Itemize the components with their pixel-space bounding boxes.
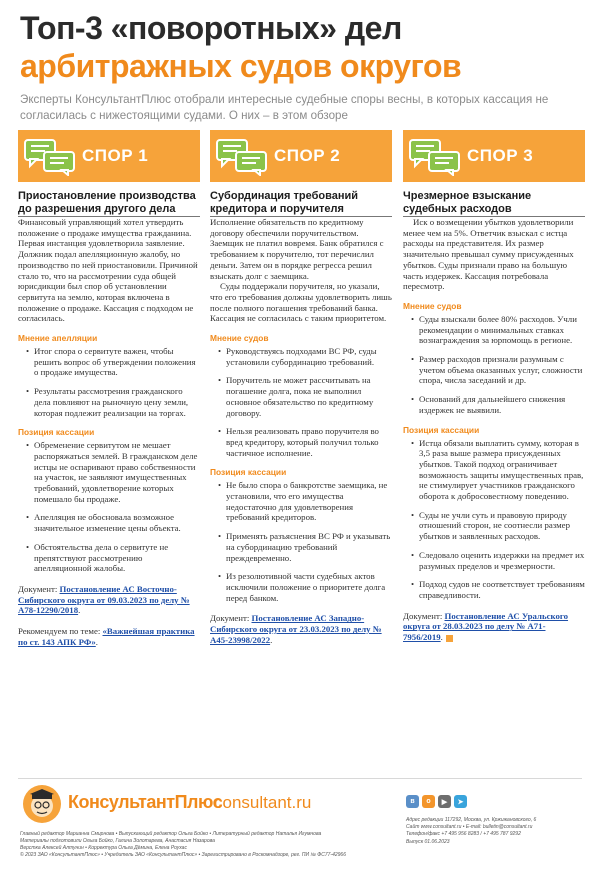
youtube-icon[interactable]: ▶ [438, 795, 451, 808]
recommendation-suffix: . [95, 636, 98, 647]
list-item: • Суды взыскали более 80% расходов. Учли рекомендации о минимальных ставках вознаграждения за юрпомощь в регионе. [411, 314, 585, 346]
editorial-credits [20, 831, 390, 859]
list-item: • Размер расходов признали разумным с учетом объема оказанных услуг, сложности спора, числа заседаний и др. [411, 354, 585, 386]
document-suffix: . [78, 605, 81, 616]
chat-bubbles-icon [216, 138, 268, 176]
contact-line: Выпуск 01.06.2023 [406, 838, 450, 845]
list-item: • Суды не учли суть и правовую природу отношений сторон, не соотнесли размер убытков и заявленных расходов. [411, 510, 585, 542]
vk-icon[interactable]: в [406, 795, 419, 808]
credit-line: © 2023 ЗАО «КонсультантПлюс» • Учредитель ЗАО «КонсультантПлюс» • Зарегистрировано в Роскомнадзоре, рег. ПИ № ФС77-42966 [20, 852, 346, 858]
editorial-contacts [406, 817, 586, 846]
telegram-icon[interactable]: ➤ [454, 795, 467, 808]
section-title: Мнение судов [210, 333, 269, 344]
document-link[interactable]: Постановление АС Западно-Сибирского округа от 23.03.2023 по делу № А45-23998/2022 [210, 613, 382, 645]
dispute-intro: Исполнение обязательств по кредитному договору обеспечили поручительством. Заемщик не платил вовремя. Банк обратился с требованием к поручителю, тот перечислил деньги. Затем он в порядке регресса решил взыскать долг с заемщика. [210, 217, 384, 281]
section-title: Позиция кассации [210, 467, 287, 478]
dispute-column-3 [403, 130, 585, 643]
end-mark-icon [446, 635, 453, 642]
contact-line: Сайт www.consultant.ru • E-mail: bulletin@consultant.ru [406, 824, 533, 831]
dispute-banner [18, 130, 200, 182]
ok-icon[interactable]: о [422, 795, 435, 808]
list-item: • Оснований для дальнейшего снижения издержек не выявили. [411, 394, 585, 415]
section-title: Мнение апелляции [18, 333, 98, 344]
credit-line: Главный редактор Марианна Смирнова • Выпускающий редактор Ольга Бойко • Литературный редактор Наталья Игумнова [20, 831, 322, 837]
chat-bubbles-icon [24, 138, 76, 176]
document-label: Документ: [210, 613, 252, 624]
list-item: • Следовало оценить издержки на предмет их разумных пределов и чрезмерности. [411, 550, 585, 571]
dispute-banner-label: СПОР 2 [274, 146, 341, 165]
dispute-heading: Чрезмерное взыскание судебных расходов [403, 190, 585, 217]
document-suffix: . [440, 632, 443, 643]
document-label: Документ: [403, 610, 445, 621]
list-item: • Из резолютивной части судебных актов исключили положение о приоритете долга перед банком. [218, 571, 392, 603]
contact-line: Телефон/факс +7 495 956 8283 / +7 495 787 9292 [406, 831, 521, 838]
brand-name: КонсультантПлюс [68, 792, 223, 812]
document-reference [210, 613, 392, 645]
dispute-banner [403, 130, 585, 182]
footer-divider [18, 778, 582, 779]
list-item: • Нельзя реализовать право поручителя во вред кредитору, который получил только частичное исполнение. [218, 426, 392, 458]
document-link[interactable]: Постановление АС Уральского округа от 28.03.2023 по делу № А71-7956/2019 [403, 610, 569, 643]
list-item: • Не было спора о банкротстве заемщика, не установили, что его имущества недостаточно для удовлетворения требований кредиторов. [218, 480, 392, 523]
document-reference [18, 584, 200, 616]
social-links [406, 795, 467, 808]
section-title: Позиция кассации [403, 424, 480, 435]
dispute-heading: Приостановление производства до разрешения другого дела [18, 190, 200, 217]
section-title: Мнение судов [403, 300, 462, 311]
list-item: • Поручитель не может рассчитывать на погашение долга, пока не выполнил основное обязательство по кредитному договору. [218, 375, 392, 418]
page-title-line1: Топ-3 «поворотных» дел [20, 10, 402, 46]
document-link[interactable]: Постановление АС Восточно-Сибирского округа от 09.03.2023 по делу № А78-12290/2018 [18, 583, 190, 616]
document-suffix: . [270, 634, 273, 645]
page-subtitle: Эксперты КонсультантПлюс отобрали интересные судебные споры весны, в которых кассация не согласилась с нижестоящими судами. О них – в этом обзоре [20, 93, 549, 122]
list-item: • Истца обязали выплатить сумму, которая в 3,5 раза выше размера присужденных убытков. Такой подход ограничивает возможность защиты имущественных прав, не стимулирует участников гражданского оборота к добросовестному поведению. [411, 438, 585, 502]
dispute-intro: Финансовый управляющий хотел утвердить положение о продаже имущества гражданина. Первая инстанция удовлетворила заявление. Должник подал апелляционную жалобу, но производство по ней приостановили. Причиной стало то, что на рассмотрении суда общей юрисдикции был спор об установлении сервитута на землю, которая включена в положение о продаже. Кассация с подходом не согласилась. [18, 217, 198, 324]
dispute-banner [210, 130, 392, 182]
site-link[interactable]: consultant.ru [214, 793, 312, 812]
document-reference [403, 611, 585, 643]
list-item: • Применять разъяснения ВС РФ и указывать на субординацию требований преждевременно. [218, 531, 392, 563]
recommendation [18, 626, 200, 647]
page-title-line2: арбитражных судов округов [20, 48, 462, 84]
list-item: • Обстоятельства дела о сервитуте не препятствуют рассмотрению апелляционной жалобы. [26, 542, 200, 574]
dispute-banner-label: СПОР 1 [82, 146, 149, 165]
document-label: Документ: [18, 583, 60, 594]
dispute-column-1 [18, 130, 200, 648]
recommendation-link[interactable]: «Важнейшая практика по ст. 143 АПК РФ» [18, 626, 195, 647]
contact-line: Адрес редакции 117292, Москва, ул. Кржижановского, 6 [406, 817, 537, 823]
consultant-mascot-logo-icon [22, 784, 62, 824]
list-item: • Апелляция не обосновала возможное значительное изменение цены объекта. [26, 512, 200, 533]
recommendation-label: Рекомендуем по теме: [18, 626, 103, 637]
dispute-heading: Субординация требований кредитора и поручителя [210, 190, 392, 217]
dispute-banner-label: СПОР 3 [467, 146, 534, 165]
list-item: • Подход судов не соответствует требованиям справедливости. [411, 579, 585, 600]
credit-line: Материалы подготовили Ольга Бойко, Галина Золотарева, Анастасия Назарова [20, 838, 215, 844]
section-title: Позиция кассации [18, 427, 95, 438]
chat-bubbles-icon [409, 138, 461, 176]
dispute-intro-2: Суды поддержали поручителя, но указали, что его требования должны удовлетворить лишь после полного погашения требований банка. Кассация не согласилась с таким приоритетом. [210, 281, 392, 324]
dispute-column-2 [210, 130, 392, 646]
list-item: • Итог спора о сервитуте важен, чтобы решить вопрос об утверждении положения о продаже имущества. [26, 346, 200, 378]
list-item: • Руководствуясь подходами ВС РФ, суды установили субординацию требований. [218, 346, 392, 367]
dispute-intro: Иск о возмещении убытков удовлетворили менее чем на 5%. Ответчик взыскал с истца расходы на представителя. Их размер значительно превышал сумму присужденных убытков. Суды признали право на большую часть издержек. Кассация потребовала пересмотр. [403, 217, 574, 292]
credit-line: Верстка Алексей Алтунин • Корректура Ольга Дёмина, Елена Роухас [20, 845, 187, 851]
list-item: • Результаты рассмотрения гражданского дела повлияют на рыночную цену земли, которая подлежит реализации на торгах. [26, 386, 200, 418]
list-item: • Обременение сервитутом не мешает распоряжаться землей. В гражданском деле истцы не оспаривают право собственности на участок, не заявляют имущественных требований, удовлетворение которых помешало бы продаже. [26, 440, 200, 504]
